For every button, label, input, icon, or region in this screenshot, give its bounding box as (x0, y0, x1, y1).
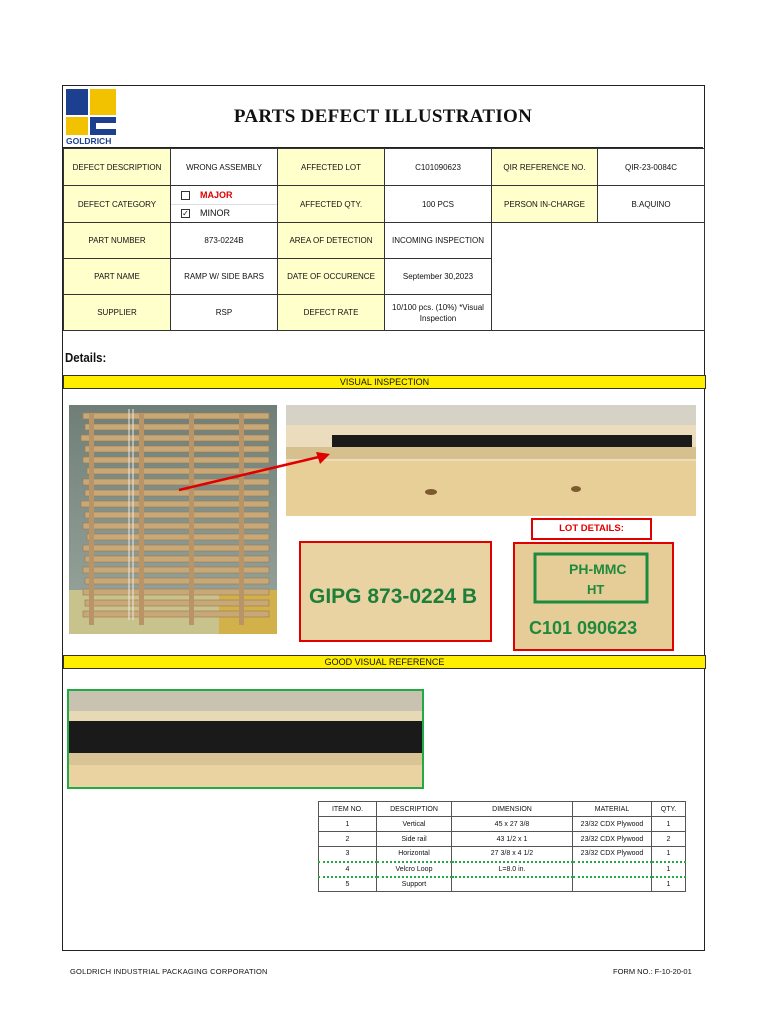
details-heading: Details: (65, 350, 107, 365)
lot-stamp-photo (513, 542, 674, 651)
bom-cell: Support (377, 877, 452, 892)
minor-checkbox[interactable]: ✓ (182, 209, 189, 218)
bom-cell: L=8.0 in. (452, 862, 573, 877)
part-number-value: 873-0224B (171, 223, 278, 259)
bom-header-item-no: ITEM NO. (319, 802, 377, 817)
document-title: PARTS DEFECT ILLUSTRATION (233, 106, 533, 127)
person-in-charge-label: PERSON IN-CHARGE (492, 186, 598, 223)
bom-cell: Horizontal (377, 847, 452, 862)
bom-cell: 23/32 CDX Plywood (573, 817, 652, 832)
supplier-value: RSP (171, 295, 278, 331)
report-header (63, 86, 703, 148)
bom-cell: 43 1/2 x 1 (452, 832, 573, 847)
bom-cell: 27 3/8 x 4 1/2 (452, 847, 573, 862)
area-of-detection-value: INCOMING INSPECTION (385, 223, 492, 259)
goldrich-logo (64, 87, 120, 147)
table-row (319, 877, 686, 892)
ramp-defect-photo (286, 405, 696, 516)
defect-description-value: WRONG ASSEMBLY (171, 149, 278, 186)
affected-lot-value: C101090623 (385, 149, 492, 186)
good-visual-reference-bar: GOOD VISUAL REFERENCE (63, 655, 706, 669)
bom-cell: Side rail (377, 832, 452, 847)
part-name-value: RAMP W/ SIDE BARS (171, 259, 278, 295)
date-of-occurence-label: DATE OF OCCURENCE (278, 259, 385, 295)
affected-qty-value: 100 PCS (385, 186, 492, 223)
date-of-occurence-value: September 30,2023 (385, 259, 492, 295)
part-stamp-text: GIPG 873-0224 B (309, 585, 478, 608)
visual-inspection-bar: VISUAL INSPECTION (63, 375, 706, 389)
affected-lot-label: AFFECTED LOT (278, 149, 385, 186)
lot-stamp-mid: HT (587, 582, 605, 597)
bom-cell: 2 (319, 832, 377, 847)
lot-stamp-code: C101 090623 (529, 618, 638, 638)
person-in-charge-value: B.AQUINO (598, 186, 705, 223)
defect-arrow-icon (173, 446, 333, 496)
bom-header-material: MATERIAL (573, 802, 652, 817)
defect-description-label: DEFECT DESCRIPTION (64, 149, 171, 186)
stacked-pallets-photo (69, 405, 277, 634)
lot-stamp-top: PH-MMC (569, 561, 627, 577)
bom-cell: 1 (652, 847, 686, 862)
bill-of-materials-table (318, 801, 686, 892)
bom-cell (573, 862, 652, 877)
major-label: MAJOR (200, 189, 233, 200)
bom-header-dimension: DIMENSION (452, 802, 573, 817)
table-row (319, 832, 686, 847)
bom-header-qty: QTY. (652, 802, 686, 817)
qir-reference-label: QIR REFERENCE NO. (492, 149, 598, 186)
svg-text:GOLDRICH: GOLDRICH (66, 136, 112, 146)
bom-cell: 4 (319, 862, 377, 877)
category-minor-option (171, 204, 277, 222)
bom-cell: 3 (319, 847, 377, 862)
bom-cell: 1 (652, 817, 686, 832)
bom-cell (573, 877, 652, 892)
bom-cell: 5 (319, 877, 377, 892)
defect-rate-label: DEFECT RATE (278, 295, 385, 331)
affected-qty-label: AFFECTED QTY. (278, 186, 385, 223)
bom-cell: 1 (319, 817, 377, 832)
footer-company-name: GOLDRICH INDUSTRIAL PACKAGING CORPORATION (70, 967, 268, 976)
bom-cell: 2 (652, 832, 686, 847)
area-of-detection-label: AREA OF DETECTION (278, 223, 385, 259)
good-reference-photo (67, 689, 424, 789)
bom-cell: Velcro Loop (377, 862, 452, 877)
defect-rate-value: 10/100 pcs. (10%) *Visual Inspection (385, 295, 492, 331)
part-number-stamp-photo (299, 541, 492, 642)
bom-cell: 1 (652, 877, 686, 892)
defect-info-table (63, 148, 705, 331)
bom-cell: Vertical (377, 817, 452, 832)
part-name-label: PART NAME (64, 259, 171, 295)
bom-cell: 23/32 CDX Plywood (573, 847, 652, 862)
part-number-label: PART NUMBER (64, 223, 171, 259)
footer-form-number: FORM NO.: F-10-20-01 (613, 967, 692, 976)
blank-cell (492, 223, 705, 331)
supplier-label: SUPPLIER (64, 295, 171, 331)
minor-label: MINOR (200, 208, 230, 218)
table-row (319, 817, 686, 832)
bom-cell: 45 x 27 3/8 (452, 817, 573, 832)
qir-reference-value: QIR-23-0084C (598, 149, 705, 186)
category-major-option (171, 186, 277, 204)
table-row (319, 847, 686, 862)
bom-header-description: DESCRIPTION (377, 802, 452, 817)
major-checkbox[interactable] (181, 191, 190, 200)
bom-cell: 23/32 CDX Plywood (573, 832, 652, 847)
defect-category-label: DEFECT CATEGORY (64, 186, 171, 223)
lot-details-label: LOT DETAILS: (531, 518, 652, 540)
defect-category-options (171, 186, 278, 223)
defect-report-sheet (62, 85, 705, 951)
table-row-highlighted (319, 862, 686, 877)
bom-cell: 1 (652, 862, 686, 877)
bom-cell (452, 877, 573, 892)
